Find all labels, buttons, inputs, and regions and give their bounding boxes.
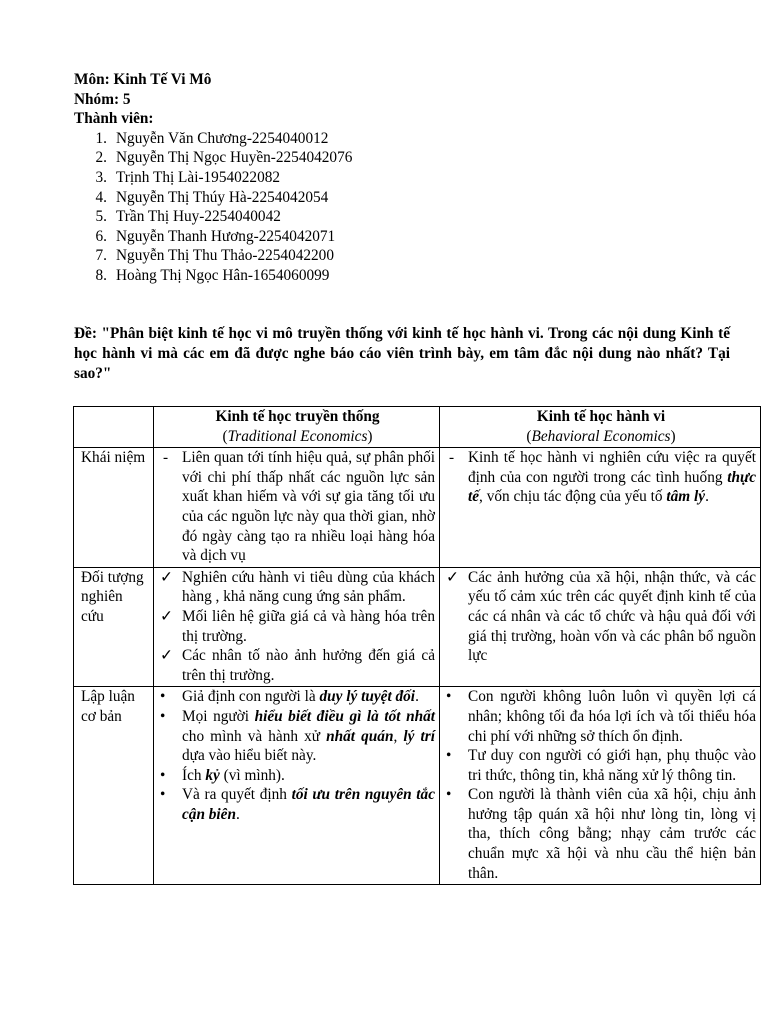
list-item <box>160 766 435 786</box>
member-number: 6. <box>95 227 107 245</box>
item-text <box>182 766 435 786</box>
paren-open: ( <box>526 427 532 445</box>
item-text <box>182 785 435 824</box>
table-header-row <box>74 407 761 448</box>
list-item <box>446 568 756 666</box>
group-line: Nhóm: 5 <box>74 90 131 108</box>
list-item <box>160 568 435 607</box>
member-number: 2. <box>95 149 107 167</box>
member-name: Trần Thị Huy-2254040042 <box>116 208 281 226</box>
bullet-marker: • <box>446 688 452 706</box>
member-number: 1. <box>95 129 107 147</box>
member-item <box>74 246 734 266</box>
item-text: Tư duy con người có giới hạn, phụ thuộc vào tri thức, thông tin, khả năng xử lý thông tin. <box>468 747 756 784</box>
text-run: Và ra quyết định <box>182 786 292 804</box>
paren-open: ( <box>222 427 228 445</box>
emphasis-run: thực tế <box>468 468 756 506</box>
text-run: cho mình và hành xử <box>182 727 327 745</box>
list-item <box>160 448 435 566</box>
bullet-marker: • <box>446 786 452 804</box>
text-run: , vốn chịu tác động của yếu tố <box>479 488 667 506</box>
paren-close: ) <box>367 427 373 445</box>
subject-behavioral-cell <box>440 567 761 687</box>
reasoning-traditional-cell <box>154 687 440 885</box>
emphasis-run: nhất quán <box>326 727 394 745</box>
member-item <box>74 266 734 286</box>
member-name: Nguyễn Văn Chương-2254040012 <box>116 129 329 147</box>
list-item <box>160 607 435 646</box>
member-item <box>74 168 734 188</box>
member-name: Nguyễn Thanh Hương-2254042071 <box>116 227 336 245</box>
text-run: . <box>415 688 419 706</box>
check-icon: ✓ <box>160 568 173 586</box>
comparison-table <box>73 406 761 885</box>
member-name: Nguyễn Thị Thu Thảo-2254042200 <box>116 247 334 265</box>
text-run: Kinh tế học hành vi nghiên cứu việc ra quyết định của con người trong các tình huống <box>468 449 756 486</box>
reasoning-behavioral-cell <box>440 687 761 885</box>
list-item <box>160 646 435 685</box>
table-row-concept <box>74 448 761 568</box>
bullet-marker: • <box>160 688 166 706</box>
bullet-marker: • <box>160 707 166 725</box>
emphasis-run: lý trí <box>403 727 435 745</box>
emphasis-run: tâm lý <box>666 488 706 506</box>
list-item <box>446 448 756 507</box>
text-run: Giả định con người là <box>182 688 320 706</box>
item-text <box>468 448 756 507</box>
subject-line: Môn: Kinh Tế Vi Mô <box>74 71 212 88</box>
item-text: Con người là thành viên của xã hội, chịu ảnh hưởng tập quán xã hội như lòng tin, lòng vị tha, thích công bằng; nhạy cảm trước các chuẩn mực xã hội và nhu cầu thể hiện bản thân. <box>468 786 756 882</box>
list-item <box>160 687 435 707</box>
members-list <box>74 129 734 286</box>
member-item <box>74 207 734 227</box>
dash-marker: - <box>163 449 169 467</box>
item-text: Các ảnh hưởng của xã hội, nhận thức, và các yếu tố cảm xúc trên các quyết định kinh tế của các cá nhân và các tổ chức và hậu quả đối với giá thị trường, hoàn vốn và các phân bổ nguồn lực <box>468 568 756 665</box>
member-number: 3. <box>95 168 107 186</box>
check-icon: ✓ <box>446 568 459 586</box>
row-label: Lập luận cơ bản <box>74 687 154 885</box>
table-row-reasoning <box>74 687 761 885</box>
behavioral-title: Kinh tế học hành vi <box>536 408 666 425</box>
list-item <box>446 746 756 785</box>
members-label: Thành viên: <box>74 110 154 128</box>
list-item <box>160 785 435 824</box>
emphasis-run: kỷ <box>205 766 220 784</box>
emphasis-run: duy lý tuyệt đối <box>319 688 416 706</box>
bullet-marker: • <box>446 747 452 765</box>
emphasis-run: hiểu biết điều gì là tốt nhất <box>254 707 435 725</box>
member-name: Trịnh Thị Lài-1954022082 <box>116 168 281 186</box>
check-icon: ✓ <box>160 647 173 665</box>
member-item <box>74 129 734 149</box>
document-header <box>74 70 734 286</box>
list-item <box>160 707 435 766</box>
member-number: 5. <box>95 208 107 226</box>
traditional-subtitle <box>160 427 435 447</box>
item-text: Mối liên hệ giữa giá cả và hàng hóa trên thị trường. <box>182 607 435 645</box>
member-number: 8. <box>95 266 107 284</box>
paren-close: ) <box>670 427 676 445</box>
concept-behavioral-cell <box>440 448 761 568</box>
row-label: Đối tượng nghiên cứu <box>74 567 154 687</box>
behavioral-english: Behavioral Economics <box>531 427 671 445</box>
table-row-subject <box>74 567 761 687</box>
item-text <box>182 687 435 707</box>
concept-traditional-cell <box>154 448 440 568</box>
text-run: , <box>393 727 404 745</box>
item-text: Nghiên cứu hành vi tiêu dùng của khách hàng , khả năng cung ứng sản phẩm. <box>182 568 435 606</box>
emphasis-run: tối ưu trên nguyên tắc cận biên <box>182 786 435 823</box>
check-icon: ✓ <box>160 607 173 625</box>
list-item <box>446 687 756 746</box>
item-text: Con người không luôn luôn vì quyền lợi cá nhân; không tối đa hóa lợi ích và tối thiểu hóa chi phí với những sở thích ổn định. <box>468 688 756 745</box>
item-text: Các nhân tố nào ảnh hưởng đến giá cả trên thị trường. <box>182 647 435 684</box>
member-name: Hoàng Thị Ngọc Hân-1654060099 <box>116 266 330 284</box>
text-run: (vì mình). <box>219 766 285 784</box>
item-text: Liên quan tới tính hiệu quả, sự phân phối với chi phí thấp nhất các nguồn lực sản xuất khan hiếm và với sự gia tăng tối ưu của các nguồn lực này qua thời gian, nhờ đó ngày càng tạo ra nhiều loại hàng hóa và dịch vụ <box>182 449 435 565</box>
item-text <box>182 707 435 766</box>
list-item <box>446 785 756 883</box>
member-item <box>74 148 734 168</box>
header-empty-cell <box>74 407 154 448</box>
text-run: dựa vào hiểu biết này. <box>182 747 317 765</box>
header-traditional <box>154 407 440 448</box>
behavioral-subtitle <box>446 427 756 447</box>
text-run: Mọi người <box>182 707 255 725</box>
member-item <box>74 227 734 247</box>
header-behavioral <box>440 407 761 448</box>
member-number: 7. <box>95 247 107 265</box>
bullet-marker: • <box>160 786 166 804</box>
member-name: Nguyễn Thị Ngọc Huyền-2254042076 <box>116 149 353 167</box>
member-item <box>74 188 734 208</box>
traditional-title: Kinh tế học truyền thống <box>215 408 380 425</box>
row-label: Khái niệm <box>74 448 154 568</box>
subject-traditional-cell <box>154 567 440 687</box>
question-text: Đề: "Phân biệt kinh tế học vi mô truyền thống với kinh tế học hành vi. Trong các nội dung Kinh tế học hành vi mà các em đã được nghe báo cáo viên trình bày, em tâm đắc nội dung nào nhất? Tại sao?" <box>74 325 730 382</box>
dash-marker: - <box>449 449 455 467</box>
bullet-marker: • <box>160 766 166 784</box>
text-run: . <box>235 805 240 823</box>
member-name: Nguyễn Thị Thúy Hà-2254042054 <box>116 188 329 206</box>
text-run: . <box>705 488 709 506</box>
member-number: 4. <box>95 188 107 206</box>
text-run: Ích <box>182 766 206 784</box>
traditional-english: Traditional Economics <box>227 427 368 445</box>
